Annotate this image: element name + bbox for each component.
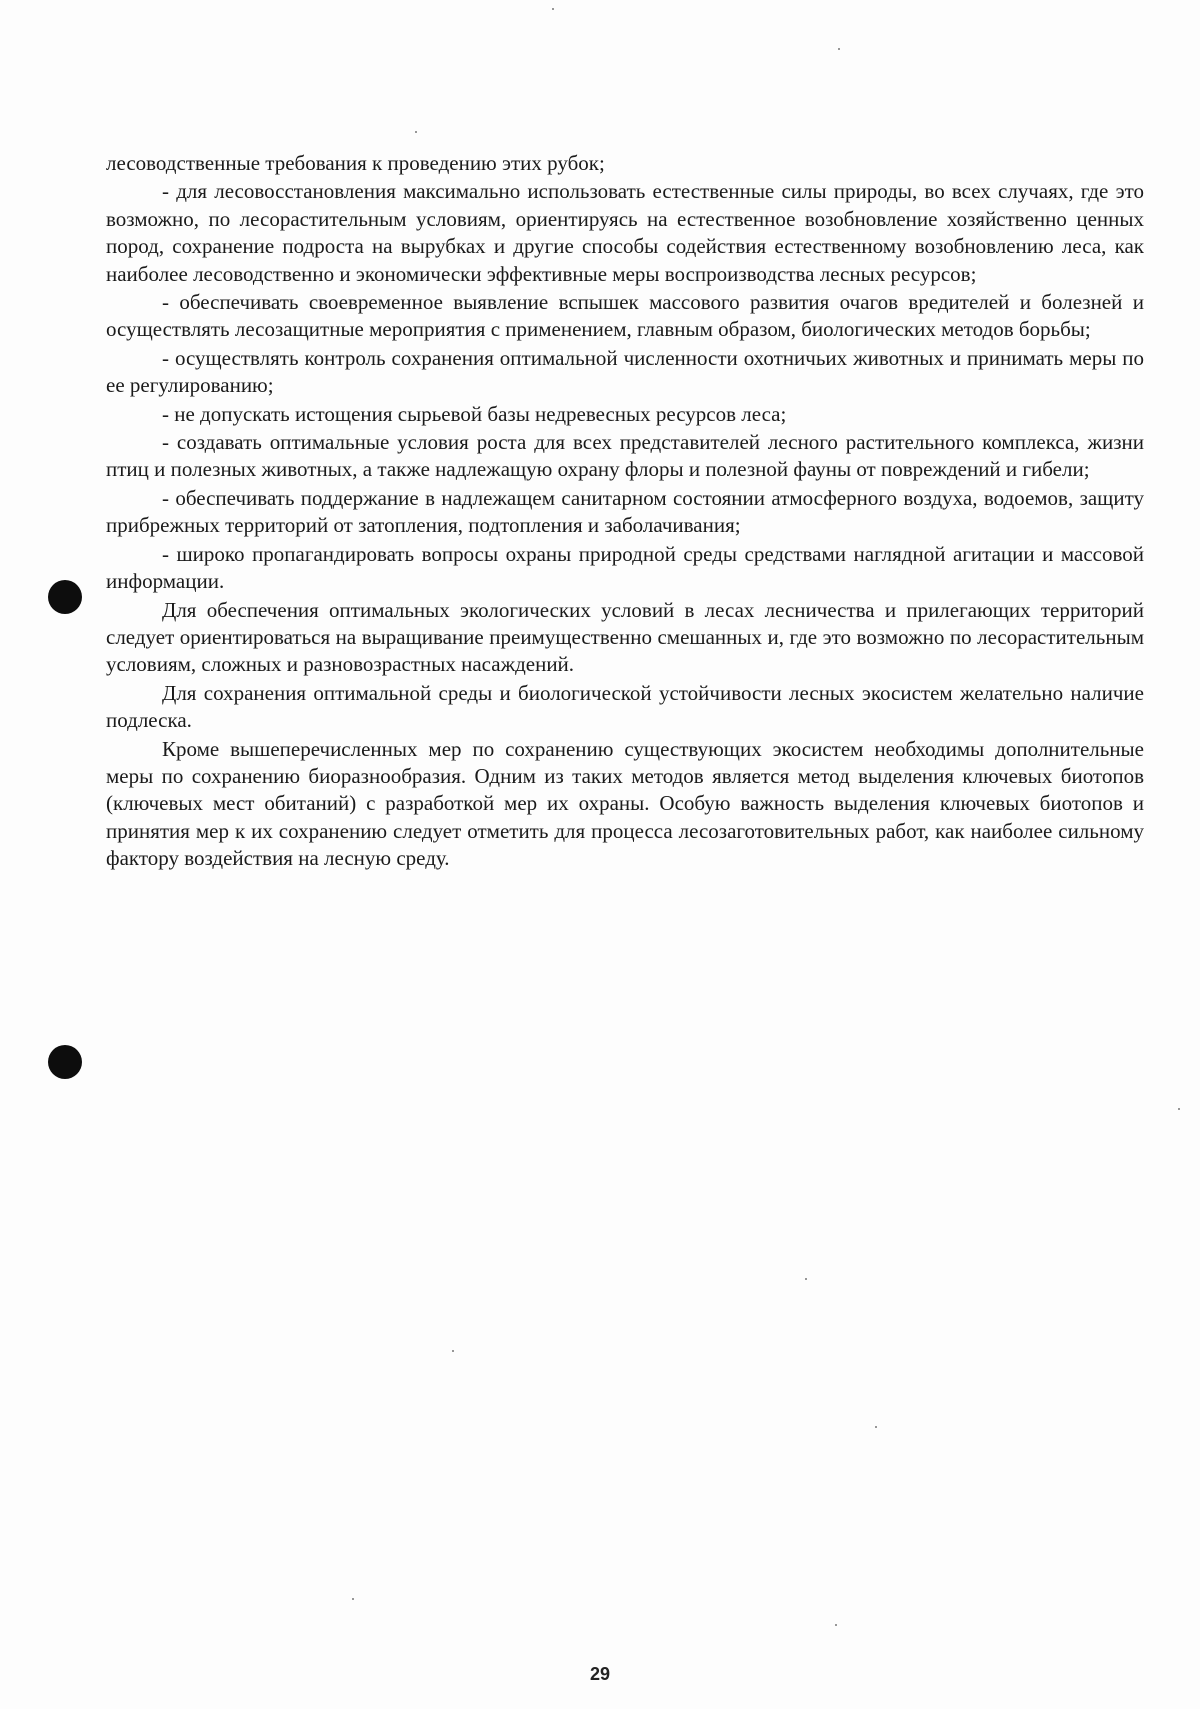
- scan-speck: [415, 131, 417, 133]
- page-number: 29: [589, 1664, 611, 1684]
- scan-speck: [835, 1624, 837, 1626]
- body-paragraph: Для обеспечения оптимальных экологических условий в лесах лесничества и прилегающих территорий следует ориентироваться на выращивание преимущественно смешанных и, где это возможно по лесорастительным условиям, сложных и разновозрастных насаждений.: [106, 597, 1144, 677]
- body-paragraph: лесоводственные требования к проведению этих рубок;: [106, 151, 605, 175]
- body-paragraph: - не допускать истощения сырьевой базы недревесных ресурсов леса;: [162, 401, 787, 426]
- scan-speck: [805, 1278, 807, 1280]
- body-paragraph: - обеспечивать поддержание в надлежащем санитарном состоянии атмосферного воздуха, водоемов, защиту прибрежных территорий от затопления, подтопления и заболачивания;: [106, 485, 1144, 538]
- scan-speck: [352, 1598, 354, 1600]
- body-paragraph: - обеспечивать своевременное выявление вспышек массового развития очагов вредителей и болезней и осуществлять лесозащитные мероприятия с применением, главным образом, биологических методов борьбы;: [106, 290, 1144, 342]
- document-body: [106, 150, 1144, 874]
- body-paragraph: - для лесовосстановления максимально использовать естественные силы природы, во всех случаях, где это возможно, по лесорастительным условиям, ориентируясь на естественное возобновление хозяйственно ценных пород, сохранение подроста на вырубках и другие способы содействия естественному возобновлению леса, как наиболее лесоводственно и экономически эффективные меры воспроизводства лесных ресурсов;: [106, 179, 1144, 286]
- punch-hole-mark: [48, 1045, 82, 1079]
- body-paragraph: Кроме вышеперечисленных мер по сохранению существующих экосистем необходимы дополнительные меры по сохранению биоразнообразия. Одним из таких методов является метод выделения ключевых биотопов (ключевых мест обитаний) с разработкой мер их охраны. Особую важность выделения ключевых биотопов и принятия мер к их сохранению следует отметить для процесса лесозаготовительных работ, как наиболее сильному фактору воздействия на лесную среду.: [106, 736, 1144, 871]
- body-paragraph: - широко пропагандировать вопросы охраны природной среды средствами наглядной агитации и массовой информации.: [106, 541, 1144, 594]
- scan-speck: [452, 1350, 454, 1352]
- scan-speck: [1178, 1108, 1180, 1110]
- scan-speck: [875, 1426, 877, 1428]
- body-paragraph: Для сохранения оптимальной среды и биологической устойчивости лесных экосистем желательно наличие подлеска.: [106, 680, 1144, 733]
- body-paragraph: - осуществлять контроль сохранения оптимальной численности охотничьих животных и принимать меры по ее регулированию;: [106, 345, 1144, 398]
- scan-speck: [552, 8, 554, 10]
- body-paragraph: - создавать оптимальные условия роста для всех представителей лесного растительного комплекса, жизни птиц и полезных животных, а также надлежащую охрану флоры и полезной фауны от повреждений и гибели;: [106, 430, 1144, 482]
- scan-speck: [838, 48, 840, 50]
- punch-hole-mark: [48, 580, 82, 614]
